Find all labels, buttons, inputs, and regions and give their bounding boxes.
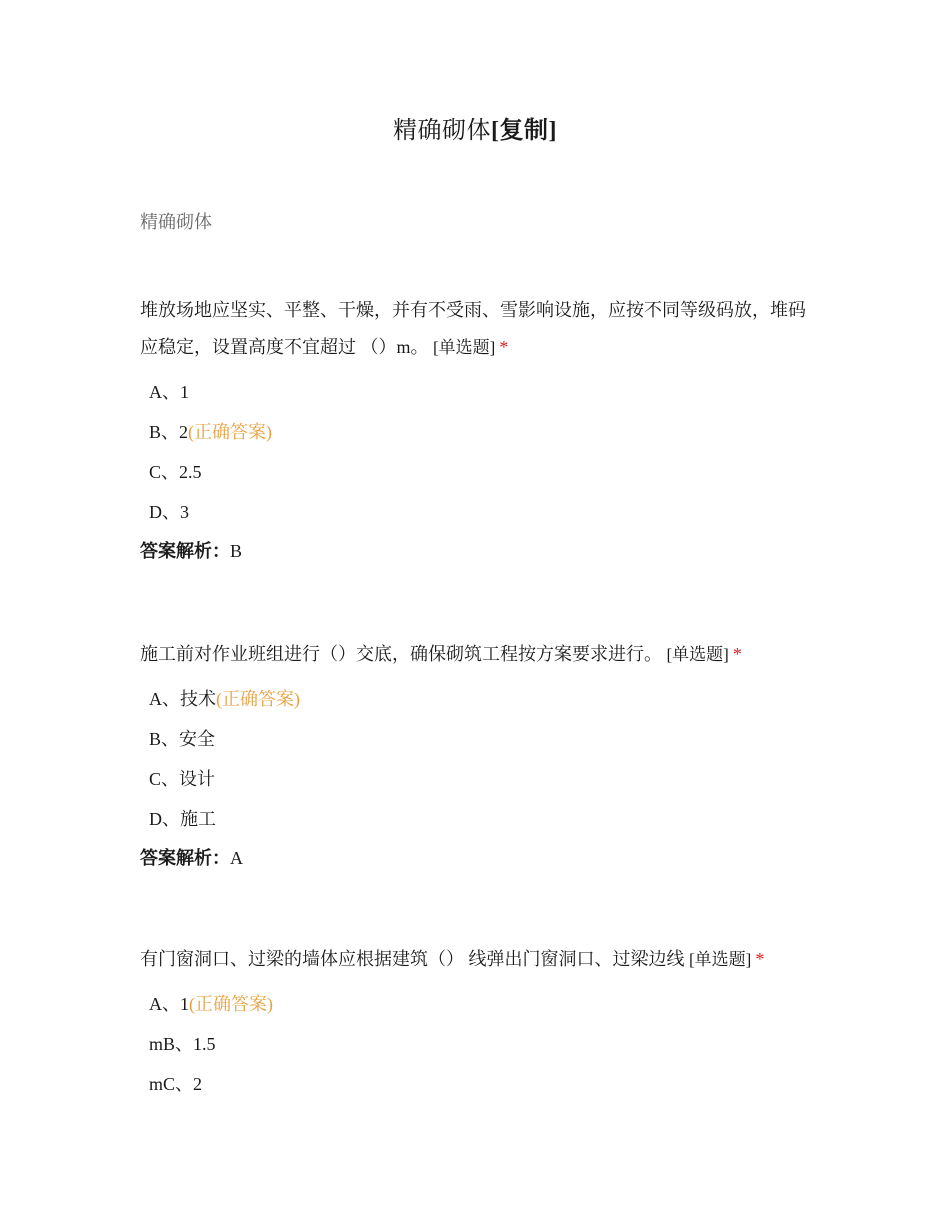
analysis-label: 答案解析： xyxy=(140,541,230,561)
correct-answer-tag: (正确答案) xyxy=(188,422,273,442)
option-c[interactable] xyxy=(140,1064,860,1104)
question-2-text xyxy=(140,636,820,673)
question-text: 施工前对作业班组进行（）交底，确保砌筑工程按方案要求进行。 xyxy=(140,644,662,664)
option-label: A、技术 xyxy=(149,689,216,709)
question-3 xyxy=(140,941,860,1104)
survey-description: 精确砌体 xyxy=(140,212,212,232)
option-label: B、安全 xyxy=(149,729,216,749)
question-1 xyxy=(140,292,820,570)
option-label: D、3 xyxy=(149,502,189,522)
page-title-main: 精确砌体 xyxy=(393,118,491,144)
question-text: 有门窗洞口、过梁的墙体应根据建筑（） 线弹出门窗洞口、过梁边线 xyxy=(140,949,685,969)
option-label: A、1 xyxy=(149,994,189,1014)
option-label: mB、1.5 xyxy=(149,1034,216,1054)
option-a[interactable] xyxy=(140,679,820,719)
question-2 xyxy=(140,636,820,877)
options-list xyxy=(140,984,860,1104)
option-b[interactable] xyxy=(140,719,820,759)
correct-answer-tag: (正确答案) xyxy=(216,689,300,709)
option-d[interactable] xyxy=(140,799,820,839)
question-3-text xyxy=(140,941,860,978)
question-text: 堆放场地应坚实、平整、干燥，并有不受雨、雪影响设施，应按不同等级码放，堆码应稳定，设置高度不宜超过 （）m。 xyxy=(140,300,806,357)
option-a[interactable] xyxy=(140,984,860,1024)
option-label: A、1 xyxy=(149,382,189,402)
option-b[interactable] xyxy=(140,1024,860,1064)
question-type: [单选题] xyxy=(689,950,752,969)
analysis-value: A xyxy=(230,848,243,868)
page-title-suffix: [复制] xyxy=(491,118,557,144)
options-list xyxy=(140,372,820,532)
option-c[interactable] xyxy=(140,759,820,799)
analysis-label: 答案解析： xyxy=(140,848,230,868)
answer-analysis xyxy=(140,532,820,570)
option-label: mC、2 xyxy=(149,1074,203,1094)
required-mark: * xyxy=(499,337,509,357)
required-mark: * xyxy=(755,949,765,969)
required-mark: * xyxy=(732,644,742,664)
option-label: C、设计 xyxy=(149,769,216,789)
option-a[interactable] xyxy=(140,372,820,412)
option-c[interactable] xyxy=(140,452,820,492)
option-label: C、2.5 xyxy=(149,462,202,482)
question-type: [单选题] xyxy=(666,645,729,664)
correct-answer-tag: (正确答案) xyxy=(189,994,273,1014)
option-label: B、2 xyxy=(149,422,189,442)
option-b[interactable] xyxy=(140,412,820,452)
analysis-value: B xyxy=(230,541,243,561)
page-title xyxy=(0,110,950,145)
option-d[interactable] xyxy=(140,492,820,532)
question-type: [单选题] xyxy=(433,338,496,357)
options-list xyxy=(140,679,820,839)
option-label: D、施工 xyxy=(149,809,216,829)
answer-analysis xyxy=(140,839,820,877)
question-1-text xyxy=(140,292,820,366)
